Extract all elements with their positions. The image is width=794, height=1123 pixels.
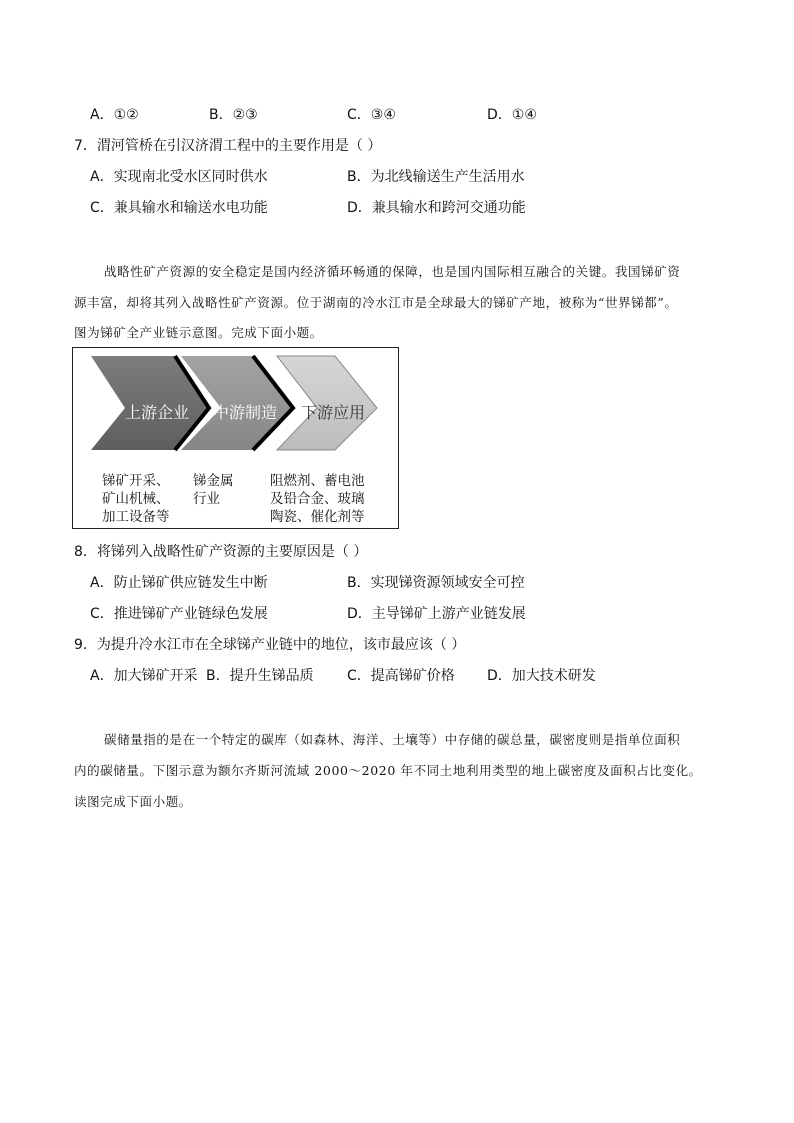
midstream-label: 中游制造 xyxy=(213,403,278,422)
passage2-line3: 读图完成下面小题。 xyxy=(74,794,192,809)
q6-option-a: A．①② xyxy=(90,107,139,123)
q6-option-d: D．①④ xyxy=(487,107,537,123)
q7-option-c: C．兼具输水和输送水电功能 xyxy=(90,200,268,216)
passage1-line2: 源丰富，却将其列入战略性矿产资源。位于湖南的冷水江市是全球最大的锑矿产地，被称为“世界锑都”。 xyxy=(74,295,678,310)
q9-option-b: B．提升生锑品质 xyxy=(206,668,314,684)
q8-option-c: C．推进锑矿产业链绿色发展 xyxy=(90,606,268,622)
q8-option-a: A．防止锑矿供应链发生中断 xyxy=(90,575,268,591)
downstream-caption: 阻燃剂、蓄电池 及铅合金、玻璃 陶瓷、催化剂等 xyxy=(270,473,365,525)
upstream-caption: 锑矿开采、 矿山机械、 加工设备等 xyxy=(102,473,170,525)
downstream-label: 下游应用 xyxy=(301,403,366,422)
q7-stem: 7．渭河管桥在引汉济渭工程中的主要作用是（ ） xyxy=(74,138,382,154)
q8-stem: 8．将锑列入战略性矿产资源的主要原因是（ ） xyxy=(74,544,368,560)
q7-option-d: D．兼具输水和跨河交通功能 xyxy=(347,200,526,216)
q8-option-d: D．主导锑矿上游产业链发展 xyxy=(347,606,526,622)
passage1-line3: 图为锑矿全产业链示意图。完成下面小题。 xyxy=(74,325,323,340)
passage1-line1: 战略性矿产资源的安全稳定是国内经济循环畅通的保障，也是国内国际相互融合的关键。我国锑矿资 xyxy=(104,264,681,279)
q7-option-a: A．实现南北受水区同时供水 xyxy=(90,169,268,185)
q9-stem: 9．为提升冷水江市在全球锑产业链中的地位，该市最应该（ ） xyxy=(74,637,466,653)
q9-option-a: A．加大锑矿开采 xyxy=(90,668,198,684)
q9-option-d: D．加大技术研发 xyxy=(487,668,596,684)
industry-chain-figure xyxy=(72,347,399,529)
midstream-caption: 锑金属 行业 xyxy=(193,473,234,507)
q8-option-b: B．实现锑资源领域安全可控 xyxy=(347,575,525,591)
chain-arrows xyxy=(73,348,398,458)
q6-option-b: B．②③ xyxy=(209,107,258,123)
q9-option-c: C．提高锑矿价格 xyxy=(347,668,455,684)
upstream-label: 上游企业 xyxy=(125,403,190,422)
q6-option-c: C．③④ xyxy=(347,107,396,123)
passage2-line2: 内的碳储量。下图示意为额尔齐斯河流域 2000～2020 年不同土地利用类型的地上碳密度及面积占比变化。 xyxy=(74,763,702,778)
q7-option-b: B．为北线输送生产生活用水 xyxy=(347,169,525,185)
passage2-line1: 碳储量指的是在一个特定的碳库（如森林、海洋、土壤等）中存储的碳总量，碳密度则是指单位面积 xyxy=(104,732,681,747)
